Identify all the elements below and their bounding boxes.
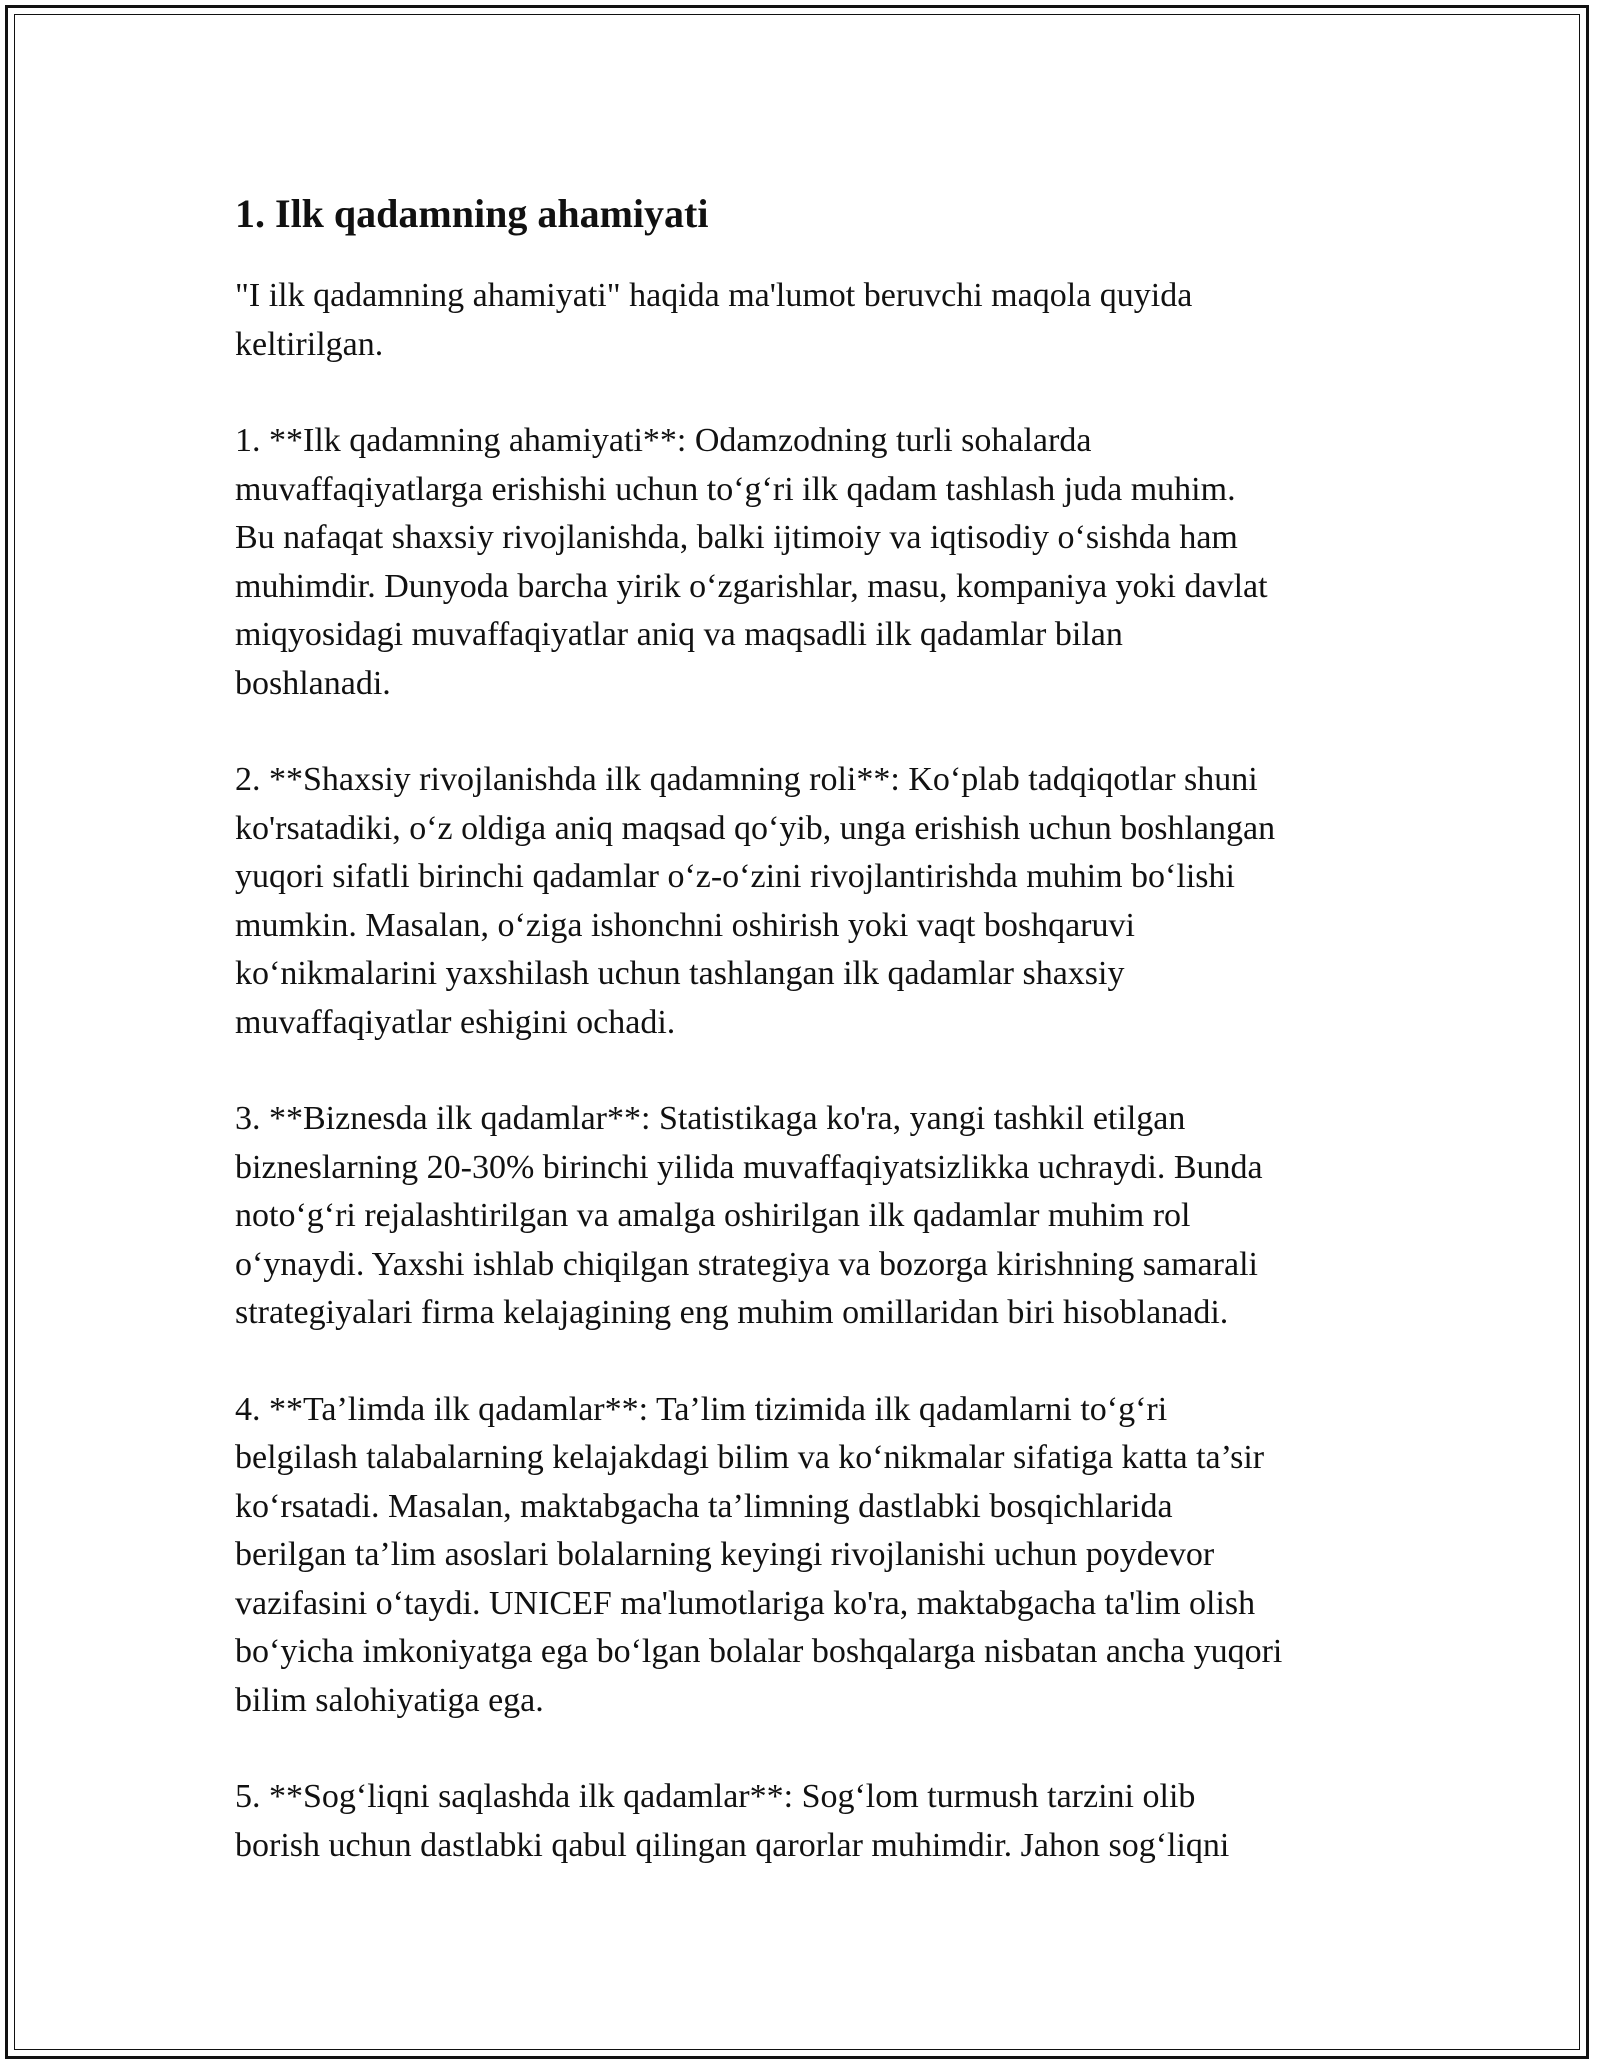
document-body <box>235 188 1375 1918</box>
paragraph-1: 1. **Ilk qadamning ahamiyati**: Odamzodning turli sohalarda muvaffaqiyatlarga erishishi uchun to‘g‘ri ilk qadam tashlash juda muhim. Bu nafaqat shaxsiy rivojlanishda, balki ijtimoiy va iqtisodiy o‘sishda ham muhimdir. Dunyoda barcha yirik o‘zgarishlar, masu, kompaniya yoki davlat miqyosidagi muvaffaqiyatlar aniq va maqsadli ilk qadamlar bilan boshlanadi. <box>235 422 1268 702</box>
paragraph-5: 5. **Sog‘liqni saqlashda ilk qadamlar**: Sog‘lom turmush tarzini olib borish uchun dastlabki qabul qilingan qarorlar muhimdir. Jahon sog‘liqni <box>235 1778 1230 1864</box>
paragraph-2: 2. **Shaxsiy rivojlanishda ilk qadamning roli**: Ko‘plab tadqiqotlar shuni ko'rsatadiki, o‘z oldiga aniq maqsad qo‘yib, unga erishish uchun boshlangan yuqori sifatli birinchi qadamlar o‘z-o‘zini rivojlantirishda muhim bo‘lishi mumkin. Masalan, o‘ziga ishonchni oshirish yoki vaqt boshqaruvi ko‘nikmalarini yaxshilash uchun tashlangan ilk qadamlar shaxsiy muvaffaqiyatlar eshigini ochadi. <box>235 761 1276 1041</box>
document-heading: 1. Ilk qadamning ahamiyati <box>235 191 709 236</box>
intro-paragraph: "I ilk qadamning ahamiyati" haqida ma'lumot beruvchi maqola quyida keltirilgan. <box>235 277 1193 363</box>
paragraph-4: 4. **Ta’limda ilk qadamlar**: Ta’lim tizimida ilk qadamlarni to‘g‘ri belgilash talabalarning kelajakdagi bilim va ko‘nikmalar sifatiga katta ta’sir ko‘rsatadi. Masalan, maktabgacha ta’limning dastlabki bosqichlarida berilgan ta’lim asoslari bolalarning keyingi rivojlanishi uchun poydevor vazifasini o‘taydi. UNICEF ma'lumotlariga ko'ra, maktabgacha ta'lim olish bo‘yicha imkoniyatga ega bo‘lgan bolalar boshqalarga nisbatan ancha yuqori bilim salohiyatiga ega. <box>235 1390 1283 1719</box>
paragraph-3: 3. **Biznesda ilk qadamlar**: Statistikaga ko'ra, yangi tashkil etilgan bizneslarning 20-30% birinchi yilida muvaffaqiyatsizlikka uchraydi. Bunda noto‘g‘ri rejalashtirilgan va amalga oshirilgan ilk qadamlar muhim rol o‘ynaydi. Yaxshi ishlab chiqilgan strategiya va bozorga kirishning samarali strategiyalari firma kelajagining eng muhim omillaridan biri hisoblanadi. <box>235 1100 1263 1331</box>
